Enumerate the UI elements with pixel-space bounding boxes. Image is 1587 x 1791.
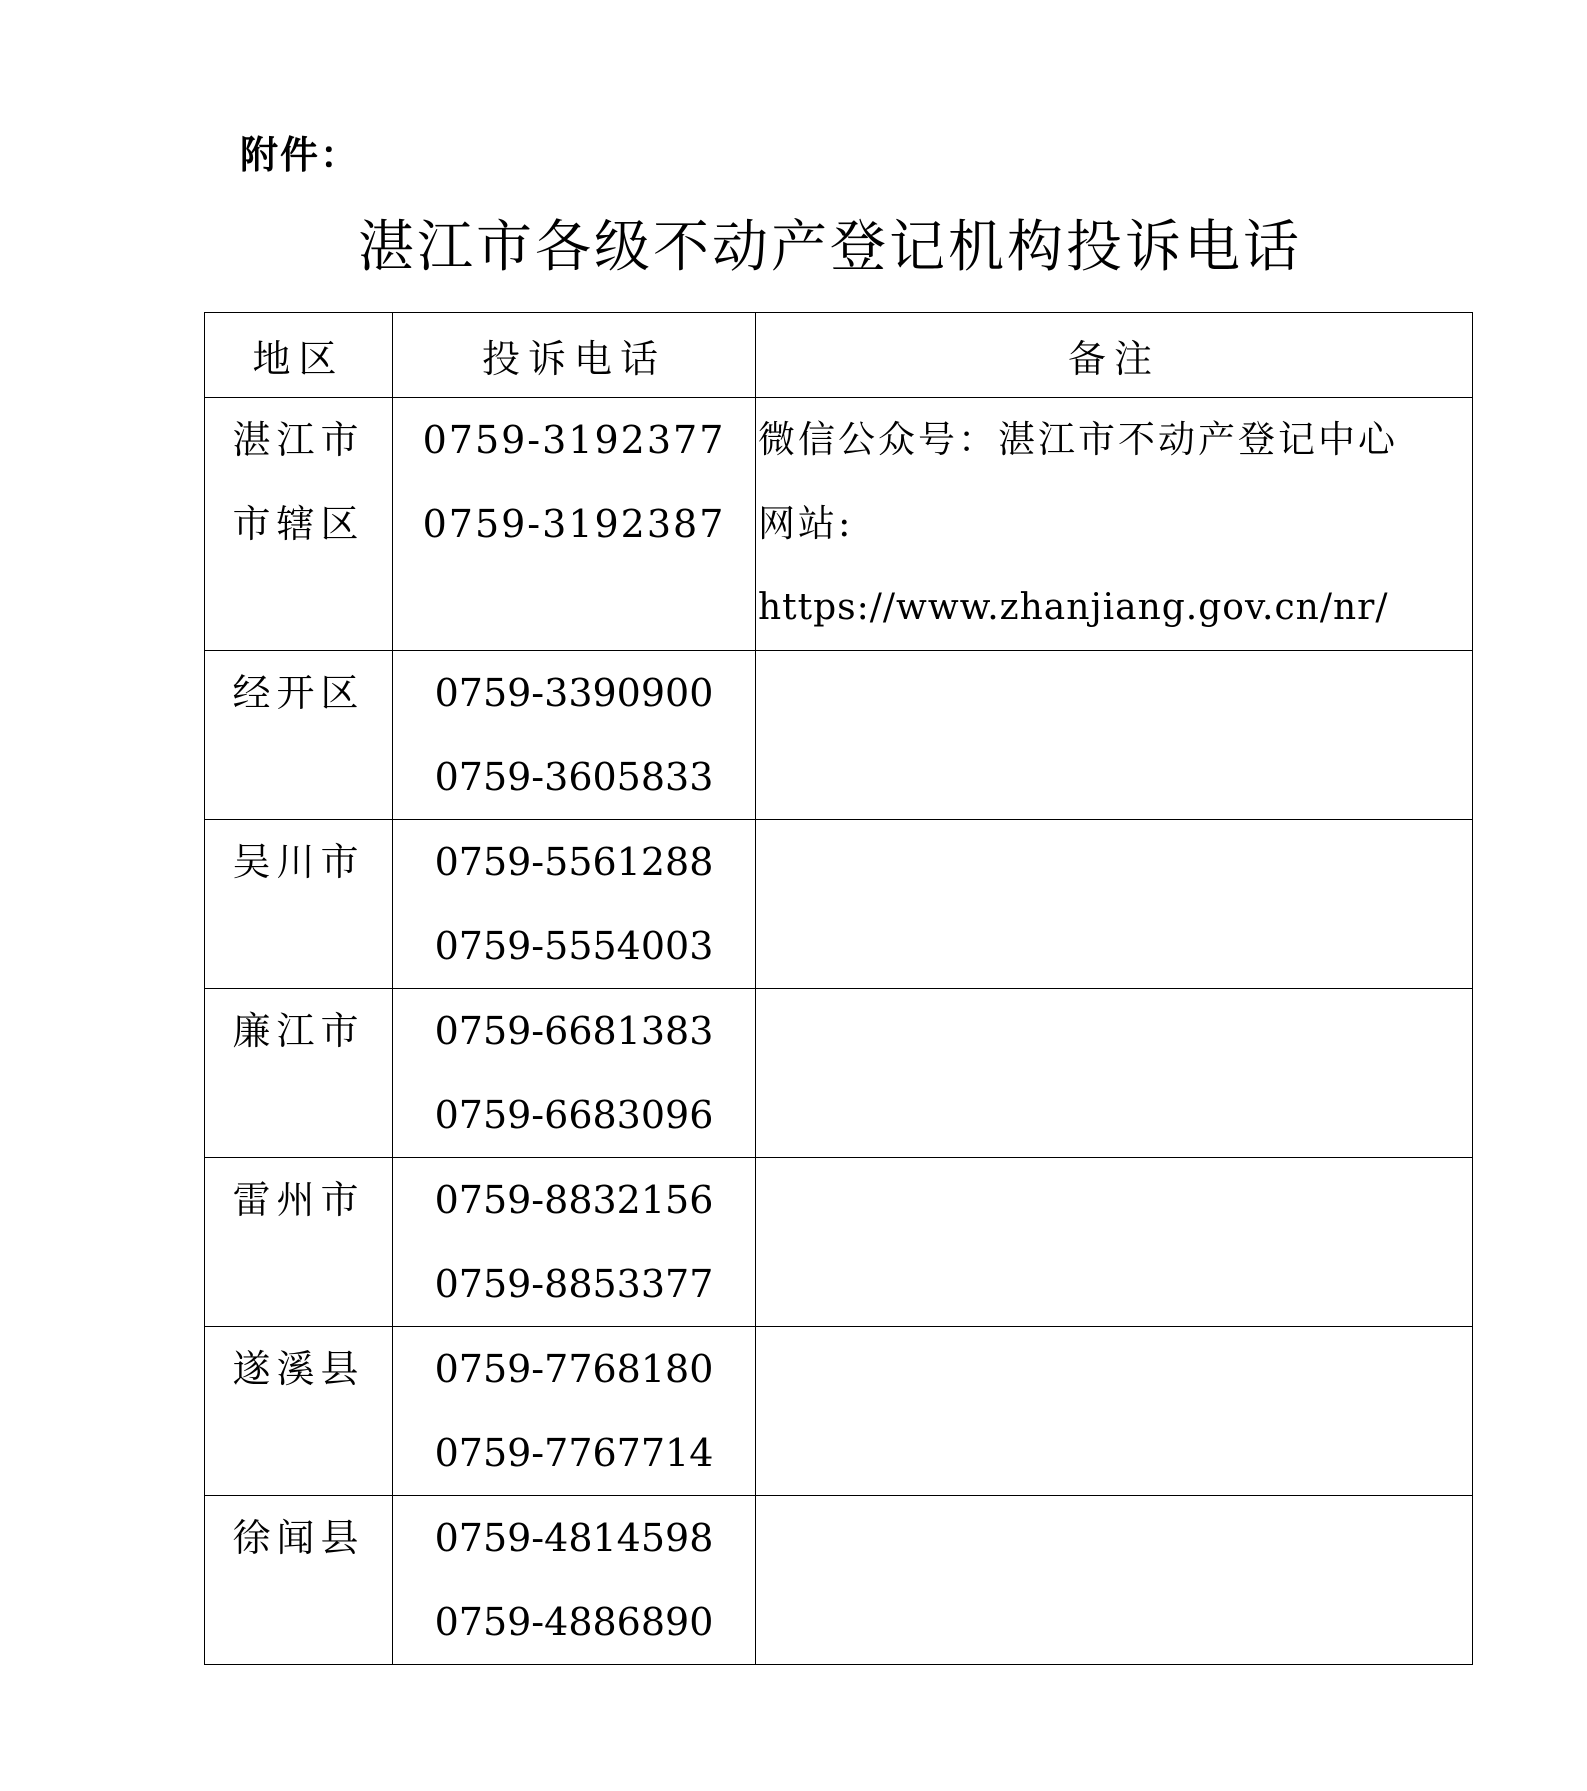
region-name: 廉江市 [232,1009,365,1053]
region-name: 遂溪县 [232,1347,365,1391]
phone-number: 0759-5561288 [434,840,714,884]
table-header-row [205,313,1473,398]
phone-number: 0759-3605833 [434,755,714,799]
phone-cell [393,398,756,651]
phone-cell [393,989,756,1158]
phone-number: 0759-8853377 [434,1262,714,1306]
table-row [205,1327,1473,1496]
table-row [205,1496,1473,1665]
wechat-account-note: 微信公众号：湛江市不动产登记中心 [758,418,1398,461]
region-cell [205,651,393,820]
region-cell [205,989,393,1158]
region-cell [205,1327,393,1496]
phone-number: 0759-7768180 [434,1347,714,1391]
attachment-label: 附件： [240,133,361,177]
phone-number: 0759-6683096 [434,1093,714,1137]
region-name: 湛江市 [232,418,365,462]
region-cell [205,398,393,651]
phone-number: 0759-5554003 [434,924,714,968]
note-cell [756,820,1473,989]
note-cell [756,651,1473,820]
website-url[interactable]: https://www.zhanjiang.gov.cn/nr/ [758,587,1389,628]
phone-number: 0759-8832156 [434,1178,714,1222]
region-cell [205,1496,393,1665]
note-cell [756,398,1473,651]
header-region: 地区 [205,313,393,398]
phone-number: 0759-3192377 [422,418,726,462]
region-name: 吴川市 [232,840,365,884]
phone-number: 0759-3390900 [434,671,714,715]
table-row [205,820,1473,989]
region-name: 经开区 [232,671,365,715]
phone-number: 0759-6681383 [434,1009,714,1053]
phone-cell [393,820,756,989]
table-row [205,398,1473,651]
phone-number: 0759-4886890 [434,1600,714,1644]
phone-cell [393,1158,756,1327]
note-cell [756,1327,1473,1496]
region-name: 雷州市 [232,1178,365,1222]
region-cell [205,820,393,989]
header-note: 备注 [756,313,1473,398]
phone-cell [393,1327,756,1496]
table-row [205,989,1473,1158]
header-phone: 投诉电话 [393,313,756,398]
note-cell [756,989,1473,1158]
note-cell [756,1496,1473,1665]
table-row [205,651,1473,820]
region-cell [205,1158,393,1327]
region-name: 市辖区 [232,502,365,546]
note-cell [756,1158,1473,1327]
website-label: 网站: [758,502,854,545]
table-row [205,1158,1473,1327]
phone-number: 0759-7767714 [434,1431,714,1475]
phone-number: 0759-3192387 [422,502,726,546]
document-title: 湛江市各级不动产登记机构投诉电话 [358,215,1302,280]
phone-number: 0759-4814598 [434,1516,714,1560]
region-name: 徐闻县 [232,1516,365,1560]
phone-cell [393,651,756,820]
complaint-phone-table [204,312,1473,1665]
phone-cell [393,1496,756,1665]
